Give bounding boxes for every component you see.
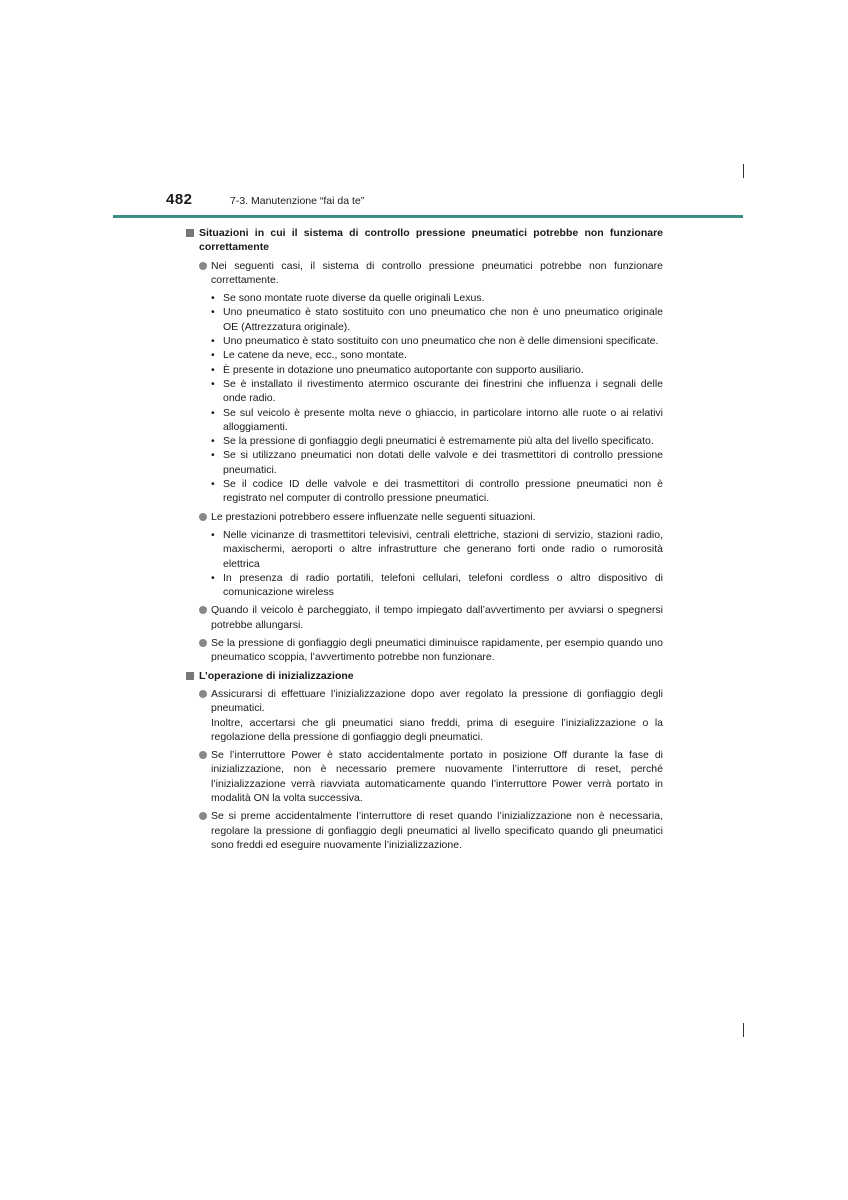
middot-icon: • (211, 449, 215, 462)
sub-list-text: Se si utilizzano pneumatici non dotati delle valvole e dei trasmettitori di controllo pressione pneumatici. (223, 449, 663, 476)
content-section (186, 669, 663, 853)
middot-icon: • (211, 528, 215, 541)
sub-list-item (186, 348, 663, 362)
sub-list-item (186, 571, 663, 600)
circle-bullet-icon (199, 639, 207, 647)
bullet-text: Nei seguenti casi, il sistema di controllo pressione pneumatici potrebbe non funzionare correttamente. (211, 259, 663, 286)
sub-list-text: Se sono montate ruote diverse da quelle originali Lexus. (223, 292, 485, 305)
crop-mark-bottom (743, 1023, 744, 1037)
sub-list-text: Uno pneumatico è stato sostituito con uno pneumatico che non è delle dimensioni specificate. (223, 335, 659, 348)
middot-icon: • (211, 349, 215, 362)
middot-icon: • (211, 335, 215, 348)
page-header (0, 188, 743, 218)
circle-bullet-icon (199, 751, 207, 759)
sub-list (186, 291, 663, 505)
middot-icon: • (211, 571, 215, 584)
sub-list-text: Se la pressione di gonfiaggio degli pneumatici è estremamente più alta del livello specificato. (223, 435, 654, 448)
content-section (186, 226, 663, 665)
sub-list-item (186, 363, 663, 377)
section-title: 7-3. Manutenzione “fai da te” (230, 195, 365, 207)
header-rule (113, 215, 743, 218)
middot-icon: • (211, 363, 215, 376)
bullet-item (186, 636, 663, 665)
middot-icon: • (211, 435, 215, 448)
crop-mark-top (743, 164, 744, 178)
bullet-text: Inoltre, accertarsi che gli pneumatici siano freddi, prima di eseguire l’inizializzazione o la regolazione della pressione di gonfiaggio degli pneumatici. (211, 716, 663, 743)
sub-list-item (186, 406, 663, 435)
bullet-item (186, 687, 663, 744)
bullet-text: Se l’interruttore Power è stato accidentalmente portato in posizione Off durante la fase di inizializzazione, non è necessario premere nuovamente l’interruttore di reset, perché l’inizializzazione verrà riavviata automaticamente quando l’interruttore Power verrà portato in modalità ON la volta successiva. (211, 749, 663, 804)
section-heading (186, 226, 663, 255)
middot-icon: • (211, 377, 215, 390)
sub-list-item (186, 477, 663, 506)
middot-icon: • (211, 478, 215, 491)
sub-list-item (186, 434, 663, 448)
circle-bullet-icon (199, 606, 207, 614)
bullet-text: Quando il veicolo è parcheggiato, il tempo impiegato dall’avvertimento per avviarsi o spegnersi potrebbe allungarsi. (211, 604, 663, 631)
sub-list-text: Se sul veicolo è presente molta neve o ghiaccio, in particolare intorno alle ruote o ai relativi alloggiamenti. (223, 406, 663, 433)
sub-list-item (186, 305, 663, 334)
middot-icon: • (211, 292, 215, 305)
sub-list-item (186, 448, 663, 477)
bullet-text: Le prestazioni potrebbero essere influenzate nelle seguenti situazioni. (211, 510, 536, 523)
bullet-item (186, 748, 663, 805)
middot-icon: • (211, 406, 215, 419)
bullet-text: Se la pressione di gonfiaggio degli pneumatici diminuisce rapidamente, per esempio quando uno pneumatico scoppia, l’avvertimento potrebbe non funzionare. (211, 637, 663, 664)
bullet-item (186, 259, 663, 288)
sub-list-text: È presente in dotazione uno pneumatico autoportante con supporto ausiliario. (223, 363, 584, 376)
circle-bullet-icon (199, 812, 207, 820)
page-number: 482 (166, 191, 193, 208)
square-bullet-icon (186, 672, 194, 680)
bullet-item (186, 603, 663, 632)
section-heading-text: Situazioni in cui il sistema di controllo pressione pneumatici potrebbe non funzionare correttamente (199, 227, 663, 254)
bullet-item (186, 809, 663, 852)
bullet-item (186, 510, 663, 524)
sub-list-text: Uno pneumatico è stato sostituito con uno pneumatico che non è uno pneumatico originale OE (Attrezzatura originale). (223, 306, 663, 333)
square-bullet-icon (186, 229, 194, 237)
sub-list-item (186, 377, 663, 406)
page-content (186, 226, 663, 856)
section-heading-text: L’operazione di inizializzazione (199, 669, 354, 682)
sub-list-item (186, 291, 663, 305)
sub-list-text: Se è installato il rivestimento atermico oscurante dei finestrini che influenza i segnali delle onde radio. (223, 377, 663, 405)
sub-list-text: In presenza di radio portatili, telefoni cellulari, telefoni cordless o altro dispositivo di comunicazione wireless (223, 571, 663, 599)
sub-list-text: Le catene da neve, ecc., sono montate. (223, 349, 407, 362)
section-heading (186, 669, 663, 683)
sub-list-text: Nelle vicinanze di trasmettitori televisivi, centrali elettriche, stazioni di servizio, stazioni radio, maxischermi, aeroporti o altre infrastrutture che generano forti onde radio o rumorosità elettrica (223, 528, 663, 570)
circle-bullet-icon (199, 513, 207, 521)
bullet-text: Se si preme accidentalmente l’interruttore di reset quando l’inizializzazione non è necessaria, regolare la pressione di gonfiaggio degli pneumatici al livello specificato quando gli pneumatici sono freddi ed eseguire nuovamente l’inizializzazione. (211, 810, 663, 851)
sub-list (186, 528, 663, 599)
sub-list-text: Se il codice ID delle valvole e dei trasmettitori di controllo pressione pneumatici non è registrato nel computer di controllo pressione pneumatici. (223, 478, 663, 505)
middot-icon: • (211, 306, 215, 319)
bullet-text: Assicurarsi di effettuare l’inizializzazione dopo aver regolato la pressione di gonfiaggio degli pneumatici. (211, 687, 663, 715)
circle-bullet-icon (199, 262, 207, 270)
sub-list-item (186, 334, 663, 348)
sub-list-item (186, 528, 663, 571)
circle-bullet-icon (199, 690, 207, 698)
